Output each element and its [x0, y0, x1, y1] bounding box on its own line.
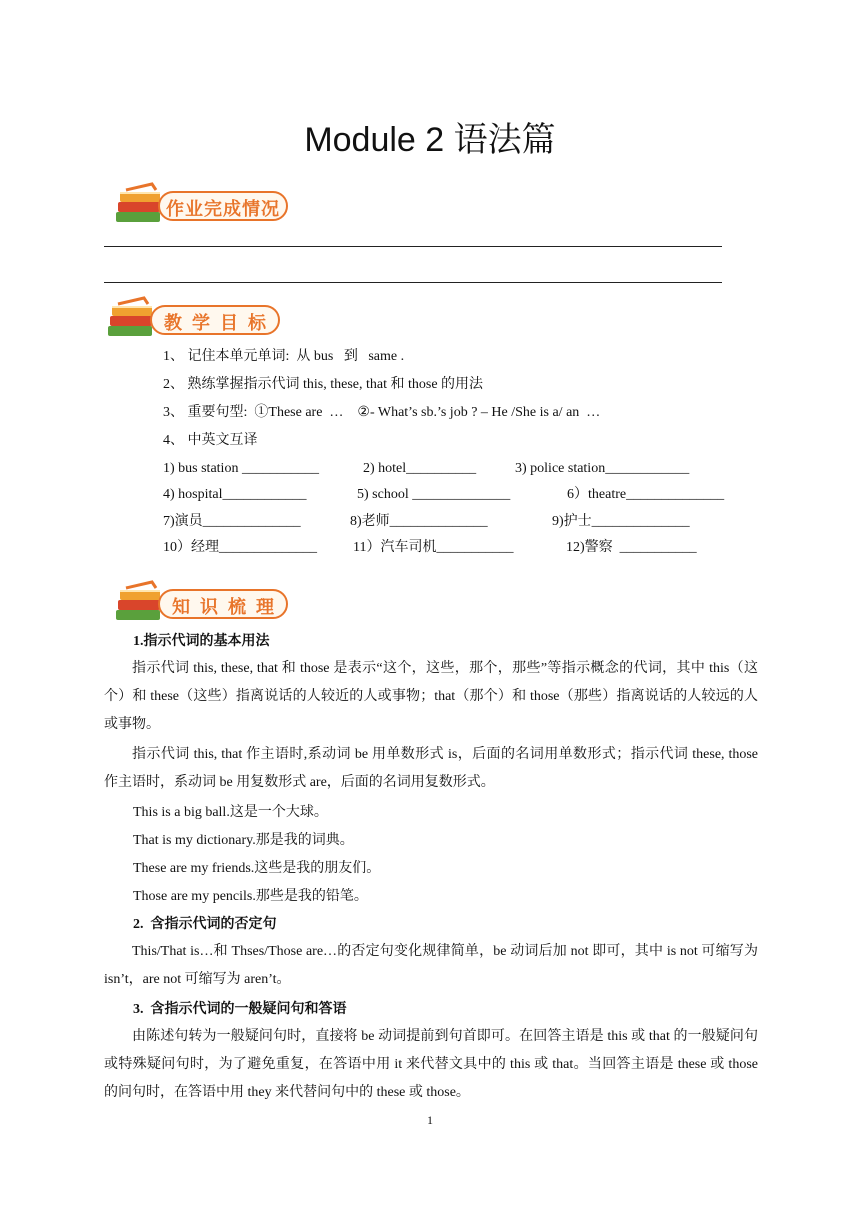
badge-homework — [112, 182, 300, 230]
page-title: Module 2 语法篇 — [304, 121, 556, 159]
paragraph: This/That is…和 Thses/Those are…的否定句变化规律简单，be 动词后加 not 即可，其中 is not 可缩写为 isn’t，are not 可缩写为 aren’t。 — [104, 944, 758, 987]
example-sentence: These are my friends.这些是我的朋友们。 — [133, 861, 381, 876]
goal-item: 3、 重要句型: ①These are … ②- What’s sb.’s job ? – He /She is a/ an … — [163, 405, 601, 420]
section-heading: 3. 含指示代词的一般疑问句和答语 — [133, 1002, 347, 1017]
badge-goals-label: 教学目标 — [164, 313, 276, 334]
badge-knowledge — [112, 580, 300, 628]
page-number: 1 — [427, 1113, 433, 1127]
badge-knowledge-label: 知识梳理 — [172, 597, 284, 618]
translation-item: 2) hotel__________ — [363, 461, 477, 476]
example-sentence: Those are my pencils.那些是我的铅笔。 — [133, 889, 368, 904]
section-heading: 1.指示代词的基本用法 — [133, 634, 270, 649]
answer-line-1 — [104, 246, 722, 247]
paragraph: 指示代词 this, these, that 和 those 是表示“这个，这些，那个，那些”等指示概念的代词，其中 this（这个）和 these（这些）指离说话的人较近的人或事物；that（那个）和 those（那些）指离说话的人较远的人或事物。 — [104, 661, 758, 732]
translation-item: 10）经理______________ — [163, 540, 317, 555]
translation-item: 7)演员______________ — [163, 514, 301, 529]
goal-item: 4、 中英文互译 — [163, 433, 258, 448]
translation-item: 12)警察 ___________ — [566, 540, 697, 555]
goal-item: 2、 熟练掌握指示代词 this, these, that 和 those 的用法 — [163, 377, 484, 392]
badge-homework-label: 作业完成情况 — [166, 199, 280, 220]
answer-line-2 — [104, 282, 722, 283]
badge-goals — [104, 296, 292, 344]
translation-item: 11）汽车司机___________ — [353, 540, 514, 555]
translation-item: 5) school ______________ — [357, 487, 511, 502]
translation-item: 8)老师______________ — [350, 514, 488, 529]
translation-item: 3) police station____________ — [515, 461, 690, 476]
goal-item: 1、 记住本单元单词: 从 bus 到 same . — [163, 349, 405, 364]
section-heading: 2. 含指示代词的否定句 — [133, 917, 277, 932]
paragraph: 指示代词 this, that 作主语时,系动词 be 用单数形式 is，后面的名词用单数形式；指示代词 these, those 作主语时，系动词 be 用复数形式 are，后面的名词用复数形式。 — [104, 747, 758, 790]
translation-item: 9)护士______________ — [552, 514, 690, 529]
example-sentence: That is my dictionary.那是我的词典。 — [133, 833, 354, 848]
translation-item: 6）theatre______________ — [567, 487, 725, 502]
translation-item: 1) bus station ___________ — [163, 461, 319, 476]
example-sentence: This is a big ball.这是一个大球。 — [133, 805, 328, 820]
paragraph: 由陈述句转为一般疑问句时，直接将 be 动词提前到句首即可。在回答主语是 this 或 that 的一般疑问句或特殊疑问句时，为了避免重复，在答语中用 it 来代替文具中的 this 或 that。当回答主语是 these 或 those 的问句时，在答语中用 they 来代替问句中的 these 或 those。 — [104, 1029, 758, 1100]
translation-item: 4) hospital____________ — [163, 487, 307, 502]
